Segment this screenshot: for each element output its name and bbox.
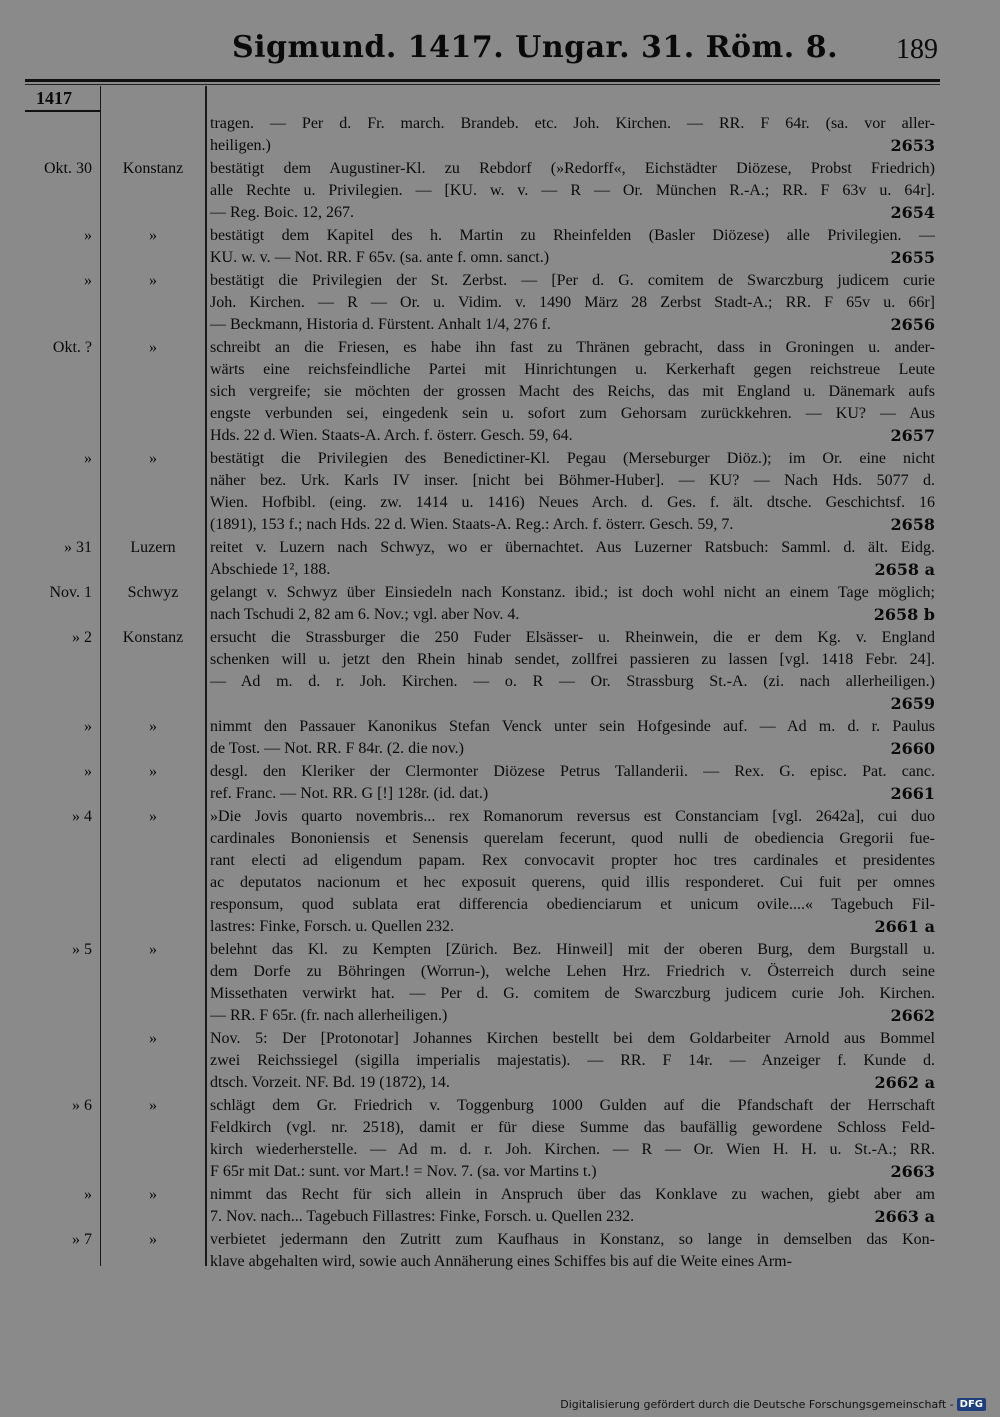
entry-last-line [210,514,935,536]
entry-line: Abschiede 1², 188. [210,561,331,578]
entry-text [210,806,935,938]
entry-last-line [210,247,935,269]
entry-number: 2660 [890,739,935,758]
page-number: 189 [896,34,938,65]
entry-line: — Beckmann, Historia d. Fürstent. Anhalt 1/4, 276 f. [210,316,551,333]
entry-number: 2662 a [874,1073,935,1092]
entry-date: » [84,763,92,780]
entry-line: gelangt v. Schwyz über Einsiedeln nach Konstanz. ibid.; ist doch wohl nicht an einem Tage möglich; [210,584,935,601]
entry-line: verbietet jedermann den Zutritt zum Kaufhaus in Konstanz, so lange in demselben das Kon- [210,1231,935,1248]
entry-last-line [210,604,935,626]
entry-place: Schwyz [127,584,179,601]
entry-line: Feldkirch (vgl. nr. 2518), damit er für diese Summe das baufällig gewordene Schloss Feld- [210,1119,935,1136]
entry-number: 2653 [890,136,935,155]
entry-place: » [149,808,157,825]
entry-number: 2661 a [874,917,935,936]
entry-text [210,627,935,715]
entry-number: 2661 [890,784,935,803]
entry-place: » [149,1186,157,1203]
entry-last-line [210,783,935,805]
entry-line: Nov. 5: Der [Protonotar] Johannes Kirchen bestellt bei dem Goldarbeiter Arnold aus Bommel [210,1030,935,1047]
entry-place: » [149,339,157,356]
entry-line: bestätigt die Privilegien des Benedictiner-Kl. Pegau (Merseburger Diöz.); im Or. eine nicht [210,450,935,467]
entry-line: nimmt den Passauer Kanonikus Stefan Venck unter sein Hofgesinde auf. — Ad m. d. r. Paulus [210,718,935,735]
entry-last-line [210,1005,935,1027]
entry-line: alle Rechte u. Privilegien. — [KU. w. v. — R — Or. München R.-A.; RR. F 63v u. 64r]. [210,182,935,199]
entry-line: zwei Reichssiegel (sigilla imperialis majestatis). — RR. F 14r. — Anzeiger f. Kunde d. [210,1052,935,1069]
entry-date: » 31 [64,539,92,556]
entry-line: schenken will u. jetzt den Rhein hinab sendet, zollfrei passieren zu lassen [vgl. 1418 Febr. 24]. [210,651,935,668]
entry-line: — RR. F 65r. (fr. nach allerheiligen.) [210,1007,448,1024]
entry-line: Joh. Kirchen. — R — Or. u. Vidim. v. 1490 März 28 Zerbst Stadt-A.; RR. F 65v u. 66r] [210,294,935,311]
entry-place: Luzern [130,539,176,556]
entry-place: » [149,1097,157,1114]
entry-text [210,1095,935,1183]
entry-place: » [149,1030,157,1047]
entry-place: Konstanz [122,629,184,646]
entry-date: » [84,718,92,735]
entry-line: schreibt an die Friesen, es habe ihn fast zu Thränen gebracht, dass in Groningen u. ander- [210,339,935,356]
entry-line: nimmt das Recht für sich allein in Anspruch über das Konklave zu wachen, giebt aber am [210,1186,935,1203]
entry-text [210,716,935,760]
entry-place: Konstanz [122,160,184,177]
page-header-title: Sigmund. 1417. Ungar. 31. Röm. 8. [232,30,839,65]
entry-last-line [210,693,935,715]
entry-number: 2663 [890,1162,935,1181]
entry-last-line [210,135,935,157]
entry-line: bestätigt die Privilegien der St. Zerbst. — [Per d. G. comitem de Swarczburg judicem curie [210,272,935,289]
entry-text [210,939,935,1027]
footer-text: Digitalisierung gefördert durch die Deutsche Forschungsgemeinschaft - [560,1398,954,1411]
entry-last-line [210,1072,935,1094]
entry-place: » [149,941,157,958]
entry-line: ac deputatos nacionum et hec exposuit querens, quid illis responderet. Cui fuit per omnes [210,874,935,891]
entry-place: » [149,450,157,467]
entry-last-line [210,202,935,224]
entry-text [210,158,935,224]
entry-text [210,113,935,157]
entry-place: » [149,1231,157,1248]
entry-last-line [210,425,935,447]
column-divider-place [205,86,207,1266]
entry-text [210,270,935,336]
entry-text [210,337,935,447]
entry-line: näher bez. Urk. Karls IV inser. [nicht bei Böhmer-Huber]. — KU? — Nach Hds. 5077 d. [210,472,935,489]
header-rule-thin [25,84,940,85]
entry-number: 2659 [890,694,935,713]
entry-number: 2658 a [874,560,935,579]
entry-line: bestätigt dem Kapitel des h. Martin zu Rheinfelden (Basler Diözese) alle Privilegien. — [210,227,935,244]
entry-number: 2655 [890,248,935,267]
entry-last-line [210,559,935,581]
footer [560,1398,986,1411]
entry-last-line [210,314,935,336]
entry-line: bestätigt dem Augustiner-Kl. zu Rebdorf (»Redorff«, Eichstädter Diözese, Probst Friedrich) [210,160,935,177]
entry-place: » [149,227,157,244]
entry-line: cardinales Bononiensis et Senensis querelam fecerunt, quod nulli de obediencia Gregorii fue- [210,830,935,847]
entry-last-line [210,738,935,760]
year-underline [25,110,101,112]
entry-date: Okt. ? [52,339,92,356]
entry-date: » 2 [72,629,92,646]
entry-number: 2656 [890,315,935,334]
entry-line: reitet v. Luzern nach Schwyz, wo er übernachtet. Aus Luzerner Ratsbuch: Samml. d. ält. Eidg. [210,539,935,556]
entry-text [210,1184,935,1228]
entry-line: ersucht die Strassburger die 250 Fuder Elsässer- u. Rheinwein, die er dem Kg. v. England [210,629,935,646]
entry-line: Hds. 22 d. Wien. Staats-A. Arch. f. österr. Gesch. 59, 64. [210,427,573,444]
entry-date: Okt. 30 [44,160,92,177]
entry-line: dtsch. Vorzeit. NF. Bd. 19 (1872), 14. [210,1074,450,1091]
entry-date: » [84,227,92,244]
entry-number: 2654 [890,203,935,222]
entry-text [210,1229,935,1273]
entry-line: wärts eine reichsfeindliche Partei mit Hinrichtungen u. Kerkerhaft gegen reichstreue Leute [210,361,935,378]
entry-line: F 65r mit Dat.: sunt. vor Mart.! = Nov. 7. (sa. vor Martins t.) [210,1163,597,1180]
entry-last-line [210,916,935,938]
entry-number: 2657 [890,426,935,445]
entry-text [210,761,935,805]
entry-line: schlägt dem Gr. Friedrich v. Toggenburg 1000 Gulden auf die Pfandschaft der Herrschaft [210,1097,935,1114]
entry-date: » 4 [72,808,92,825]
entry-last-line [210,1206,935,1228]
entry-line: Missethaten verwirkt hat. — Per d. G. comitem de Swarczburg judicem curie Joh. Kirchen. [210,985,935,1002]
entry-line: »Die Jovis quarto novembris... rex Romanorum reversus est Constanciam [vgl. 2642a], cui duo [210,808,935,825]
entry-line: ref. Franc. — Not. RR. G [!] 128r. (id. dat.) [210,785,489,802]
entry-line: belehnt das Kl. zu Kempten [Zürich. Bez. Hinweil] mit der oberen Burg, dem Burgstall u. [210,941,935,958]
entry-last-line [210,1161,935,1183]
entry-date: Nov. 1 [49,584,92,601]
entry-date: » [84,272,92,289]
entry-date: » [84,1186,92,1203]
entry-line: desgl. den Kleriker der Clermonter Diözese Petrus Tallanderii. — Rex. G. episc. Pat. canc. [210,763,935,780]
entry-line: heiligen.) [210,137,271,154]
entry-place: » [149,763,157,780]
entry-line: klave abgehalten wird, sowie auch Annäherung eines Schiffes bis auf die Weite eines Arm- [210,1253,792,1270]
entry-date: » 6 [72,1097,92,1114]
entry-line: dem Dorfe zu Böhringen (Worrun-), welche Lehen Hrz. Friedrich v. Österreich durch seine [210,963,935,980]
entry-line: nach Tschudi 2, 82 am 6. Nov.; vgl. aber Nov. 4. [210,606,520,623]
entry-date: » 7 [72,1231,92,1248]
entry-line: rant electi ad eligendum papam. Rex convocavit propter hoc tres cardinales et presidentes [210,852,935,869]
entry-line: Wien. Hofbibl. (eing. zw. 1414 u. 1416) Neues Arch. d. Ges. f. ält. dtsche. Geschichtsf. 16 [210,494,935,511]
entry-line: lastres: Finke, Forsch. u. Quellen 232. [210,918,454,935]
entry-line: — Reg. Boic. 12, 267. [210,204,354,221]
entry-text [210,225,935,269]
entry-number: 2658 b [873,605,935,624]
entry-line: sich vergreife; sie möchten der grossen Macht des Reichs, das mit England u. Dänemark aufs [210,383,935,400]
entry-text [210,537,935,581]
entry-line: de Tost. — Not. RR. F 84r. (2. die nov.) [210,740,464,757]
entry-line: 7. Nov. nach... Tagebuch Fillastres: Finke, Forsch. u. Quellen 232. [210,1208,635,1225]
entry-place: » [149,272,157,289]
entry-line: engste verbunden sei, eingedenk sein u. sofort zum Gehorsam zurückkehren. — KU? — Aus [210,405,935,422]
year-label: 1417 [36,88,72,108]
entry-date: » [84,450,92,467]
entry-number: 2658 [890,515,935,534]
entry-line: — Ad m. d. r. Joh. Kirchen. — o. R — Or. Strassburg St.-A. (zi. nach allerheiligen.) [210,673,935,690]
column-divider-date [100,86,101,1266]
entry-text [210,1028,935,1094]
entry-line: KU. w. v. — Not. RR. F 65v. (sa. ante f. omn. sanct.) [210,249,550,266]
header-rule [25,79,940,82]
entry-line: tragen. — Per d. Fr. march. Brandeb. etc. Joh. Kirchen. — RR. F 64r. (sa. vor aller- [210,115,935,132]
entry-line: kirch wiederherstelle. — Ad m. d. r. Joh. Kirchen. — R — Or. Wien H. H. u. St.-A.; RR. [210,1141,935,1158]
entry-number: 2663 a [874,1207,935,1226]
entry-line: responsum, quod sublata erat differencia obedienciarum et unicum ovile....« Tagebuch Fil- [210,896,935,913]
entry-text [210,582,935,626]
entry-place: » [149,718,157,735]
entry-text [210,448,935,536]
entry-date: » 5 [72,941,92,958]
entry-line: (1891), 153 f.; nach Hds. 22 d. Wien. Staats-A. Reg.: Arch. f. österr. Gesch. 59, 7. [210,516,734,533]
entry-number: 2662 [890,1006,935,1025]
dfg-logo: DFG [957,1398,986,1411]
